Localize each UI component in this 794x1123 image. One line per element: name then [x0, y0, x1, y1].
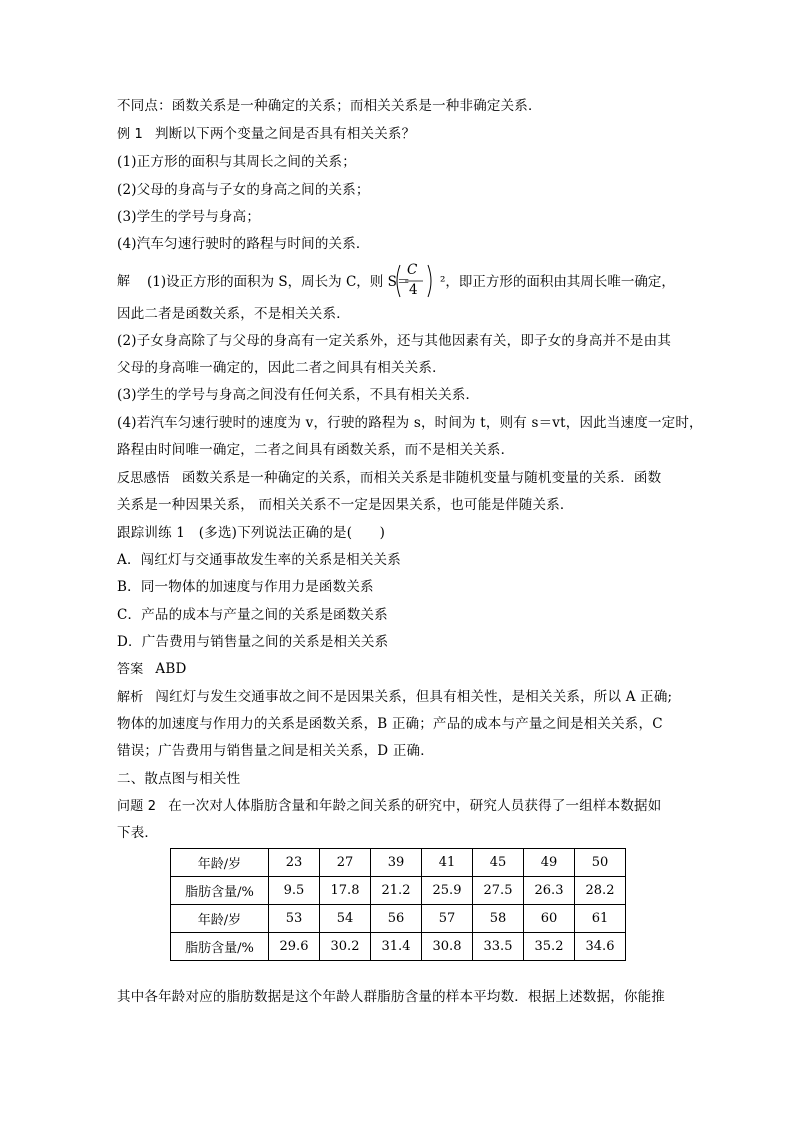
solution-s1-text: (1)设正方形的面积为 S，周长为 C，则 S＝ — [147, 274, 411, 290]
intro-text: 不同点：函数关系是一种确定的关系；而相关关系是一种非确定关系． — [117, 98, 542, 114]
table-cell: 30.2 — [320, 933, 371, 961]
answer-value: ABD — [155, 661, 187, 677]
table-row — [171, 933, 626, 961]
solution-text: 路程由时间唯一确定，二者之间具有函数关系，而不是相关关系． — [117, 442, 515, 458]
table-header-cell: 年龄/岁 — [171, 849, 269, 877]
table-header-cell: 脂肪含量/% — [171, 877, 269, 905]
solution-text: (3)学生的学号与身高之间没有任何关系，不具有相关关系． — [117, 387, 480, 403]
table-cell: 29.6 — [269, 933, 320, 961]
exercise1-option: D．广告费用与销售量之间的关系是相关关系 — [117, 634, 389, 650]
table-cell: 9.5 — [269, 877, 320, 905]
example1-label: 例 1 — [117, 127, 144, 142]
fraction-denominator: 4 — [409, 282, 418, 298]
table-cell: 60 — [524, 905, 575, 933]
table-cell: 21.2 — [371, 877, 422, 905]
table-cell: 34.6 — [575, 933, 626, 961]
analysis-label: 解析 — [117, 690, 144, 705]
table-cell: 45 — [473, 849, 524, 877]
table-cell: 17.8 — [320, 877, 371, 905]
table-cell: 26.3 — [524, 877, 575, 905]
analysis-text: 闯红灯与发生交通事故之间不是因果关系，但具有相关性，是相关关系，所以 A 正确; — [155, 689, 673, 705]
table-cell: 53 — [269, 905, 320, 933]
section-heading: 二、散点图与相关性 — [117, 771, 241, 787]
reflection-label: 反思感悟 — [117, 471, 170, 486]
solution-text: (2)子女身高除了与父母的身高有一定关系外，还与其他因素有关，即子女的身高并不是由其 — [117, 333, 672, 349]
table-row — [171, 849, 626, 877]
table-cell: 27 — [320, 849, 371, 877]
example1-heading — [117, 124, 682, 145]
exercise1-question: 跟踪训练 1 (多选)下列说法正确的是( ) — [117, 525, 386, 541]
table-cell: 61 — [575, 905, 626, 933]
exercise1-option: C．产品的成本与产量之间的关系是函数关系 — [117, 607, 388, 623]
table-cell: 23 — [269, 849, 320, 877]
table-cell: 41 — [422, 849, 473, 877]
table-row — [171, 905, 626, 933]
table-cell: 58 — [473, 905, 524, 933]
table-cell: 35.2 — [524, 933, 575, 961]
table-cell: 30.8 — [422, 933, 473, 961]
problem2-label: 问题 2 — [117, 799, 157, 814]
example1-item: (3)学生的学号与身高； — [117, 209, 261, 225]
table-cell: 25.9 — [422, 877, 473, 905]
table-cell: 57 — [422, 905, 473, 933]
table-row — [171, 877, 626, 905]
table-cell: 31.4 — [371, 933, 422, 961]
analysis-text: 错误；广告费用与销售量之间是相关关系，D 正确． — [117, 743, 434, 759]
fraction-numerator: C — [407, 262, 418, 278]
problem2-text: 下表． — [117, 825, 159, 841]
solution-text: 父母的身高唯一确定的，因此二者之间具有相关关系． — [117, 360, 446, 376]
table-cell: 27.5 — [473, 877, 524, 905]
example1-item: (1)正方形的面积与其周长之间的关系； — [117, 154, 356, 170]
table-cell: 54 — [320, 905, 371, 933]
analysis-text: 物体的加速度与作用力的关系是函数关系，B 正确；产品的成本与产量之间是相关关系，C — [117, 716, 663, 732]
exercise1-option: B．同一物体的加速度与作用力是函数关系 — [117, 579, 374, 595]
problem2-text: 在一次对人体脂肪含量和年龄之间关系的研究中，研究人员获得了一组样本数据如 — [168, 798, 662, 814]
solution-s1-tail: ²，即正方形的面积由其周长唯一确定， — [440, 274, 675, 290]
example1-item: (4)汽车匀速行驶时的路程与时间的关系． — [117, 236, 370, 252]
answer-line — [117, 659, 682, 680]
solution-formula-line — [117, 262, 682, 302]
paren-fraction — [394, 262, 444, 300]
table-header-cell: 年龄/岁 — [171, 905, 269, 933]
example1-item: (2)父母的身高与子女的身高之间的关系； — [117, 182, 370, 198]
solution-label: 解 — [117, 274, 131, 289]
example1-question: 判断以下两个变量之间是否具有相关关系？ — [155, 126, 416, 142]
exercise1-option: A．闯红灯与交通事故发生率的关系是相关关系 — [117, 552, 401, 568]
table-cell: 56 — [371, 905, 422, 933]
table-header-cell: 脂肪含量/% — [171, 933, 269, 961]
data-table — [170, 848, 626, 961]
answer-label: 答案 — [117, 662, 144, 677]
table-cell: 50 — [575, 849, 626, 877]
reflection-text: 函数关系是一种确定的关系，而相关关系是非随机变量与随机变量的关系．函数 — [181, 470, 662, 486]
solution-text: 因此二者是函数关系，不是相关关系． — [117, 306, 350, 322]
analysis-line — [117, 687, 682, 708]
table-cell: 49 — [524, 849, 575, 877]
problem2-line — [117, 796, 682, 817]
table-cell: 39 — [371, 849, 422, 877]
footer-text: 其中各年龄对应的脂肪数据是这个年龄人群脂肪含量的样本平均数．根据上述数据，你能推 — [117, 989, 665, 1005]
table-cell: 33.5 — [473, 933, 524, 961]
table-cell: 28.2 — [575, 877, 626, 905]
reflection-line — [117, 468, 682, 489]
solution-text: (4)若汽车匀速行驶时的速度为 v，行驶的路程为 s，时间为 t，则有 s＝vt，因此当速度一定时， — [117, 415, 703, 431]
reflection-text: 关系是一种因果关系， 而相关关系不一定是因果关系，也可能是伴随关系． — [117, 497, 574, 513]
